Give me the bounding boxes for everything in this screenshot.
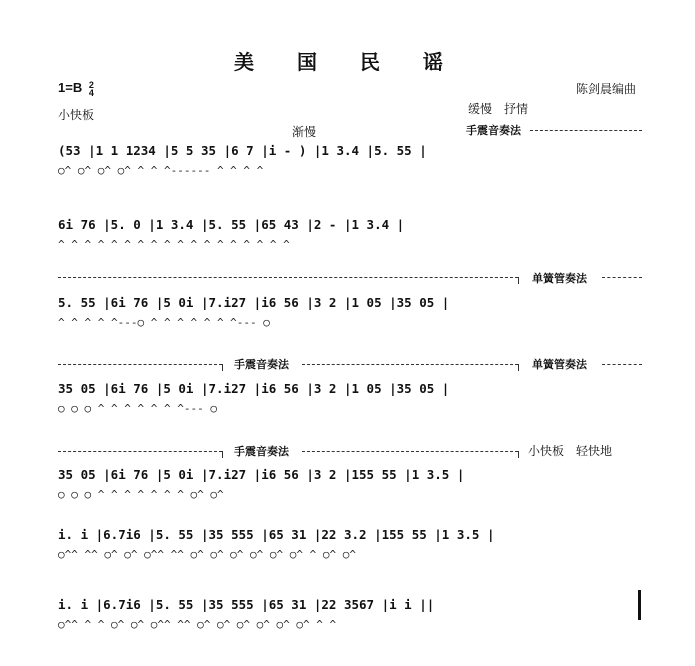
technique-line — [58, 451, 222, 452]
technique-line — [58, 277, 518, 278]
music-system-4 — [0, 378, 695, 422]
time-sig-top: 2 — [88, 79, 94, 90]
tempo-change-marking: 小快板 轻快地 — [528, 444, 613, 458]
time-sig-bottom: 4 — [88, 87, 94, 98]
technique-line — [602, 277, 642, 278]
ritardando-marking: 渐慢 — [292, 125, 317, 139]
articulation-line: ^ ^ ^ ^ ^---○ ^ ^ ^ ^ ^ ^ ^--- ○ — [58, 316, 270, 329]
time-signature — [89, 81, 94, 97]
tempo-marking: 小快板 — [58, 108, 95, 122]
music-system-3 — [0, 292, 695, 336]
technique-line — [530, 130, 642, 131]
articulation-line: ○^^ ^^ ○^ ○^ ○^^ ^^ ○^ ○^ ○^ ○^ ○^ ○^ ^ ○^ ○^ — [58, 548, 357, 561]
technique-single-tongue-1: 单簧管奏法 — [532, 273, 587, 285]
articulation-line: ○^^ ^ ^ ○^ ○^ ○^^ ^^ ○^ ○^ ○^ ○^ ○^ ○^ ^ ^ — [58, 618, 337, 631]
arranger-credit: 陈剑晨编曲 — [576, 82, 637, 96]
notation-line: i. i |6.7i6 |5. 55 |35 555 |65 31 |22 3567 |i i || — [58, 596, 435, 612]
technique-tremolo-1: 手震音奏法 — [466, 125, 521, 137]
technique-bracket — [518, 277, 519, 284]
technique-bracket — [518, 451, 519, 458]
music-system-1 — [0, 140, 695, 184]
music-system-5 — [0, 464, 695, 508]
expression-marking: 缓慢 抒情 — [468, 102, 529, 116]
page-title: 美 国 民 谣 — [234, 50, 461, 74]
notation-line: (53 |1 1 1234 |5 5 35 |6 7 |i - ) |1 3.4 |5. 55 | — [58, 142, 427, 158]
technique-bracket — [222, 364, 223, 371]
final-barline — [638, 590, 641, 620]
notation-line: 5. 55 |6i 76 |5 0i |7.i27 |i6 56 |3 2 |1 05 |35 05 | — [58, 294, 450, 310]
key-signature — [58, 80, 94, 97]
technique-line — [58, 364, 222, 365]
music-system-6 — [0, 524, 695, 568]
music-system-7 — [0, 594, 695, 638]
articulation-line: ○ ○ ○ ^ ^ ^ ^ ^ ^ ^ ○^ ○^ — [58, 488, 224, 501]
technique-bracket — [222, 451, 223, 458]
technique-line — [302, 364, 518, 365]
articulation-line: ○^ ○^ ○^ ○^ ^ ^ ^------ ^ ^ ^ ^ — [58, 164, 264, 177]
key-label: 1=B — [58, 80, 83, 95]
technique-bracket — [518, 364, 519, 371]
technique-tremolo-2: 手震音奏法 — [234, 359, 289, 371]
notation-line: 35 05 |6i 76 |5 0i |7.i27 |i6 56 |3 2 |155 55 |1 3.5 | — [58, 466, 465, 482]
music-system-2 — [0, 214, 695, 258]
notation-line: i. i |6.7i6 |5. 55 |35 555 |65 31 |22 3.2 |155 55 |1 3.5 | — [58, 526, 495, 542]
articulation-line: ○ ○ ○ ^ ^ ^ ^ ^ ^ ^--- ○ — [58, 402, 217, 415]
notation-line: 35 05 |6i 76 |5 0i |7.i27 |i6 56 |3 2 |1 05 |35 05 | — [58, 380, 450, 396]
technique-line — [602, 364, 642, 365]
technique-single-tongue-2: 单簧管奏法 — [532, 359, 587, 371]
articulation-line: ^ ^ ^ ^ ^ ^ ^ ^ ^ ^ ^ ^ ^ ^ ^ ^ ^ ^ — [58, 238, 290, 251]
notation-line: 6i 76 |5. 0 |1 3.4 |5. 55 |65 43 |2 - |1 3.4 | — [58, 216, 405, 232]
technique-line — [302, 451, 518, 452]
technique-tremolo-3: 手震音奏法 — [234, 446, 289, 458]
